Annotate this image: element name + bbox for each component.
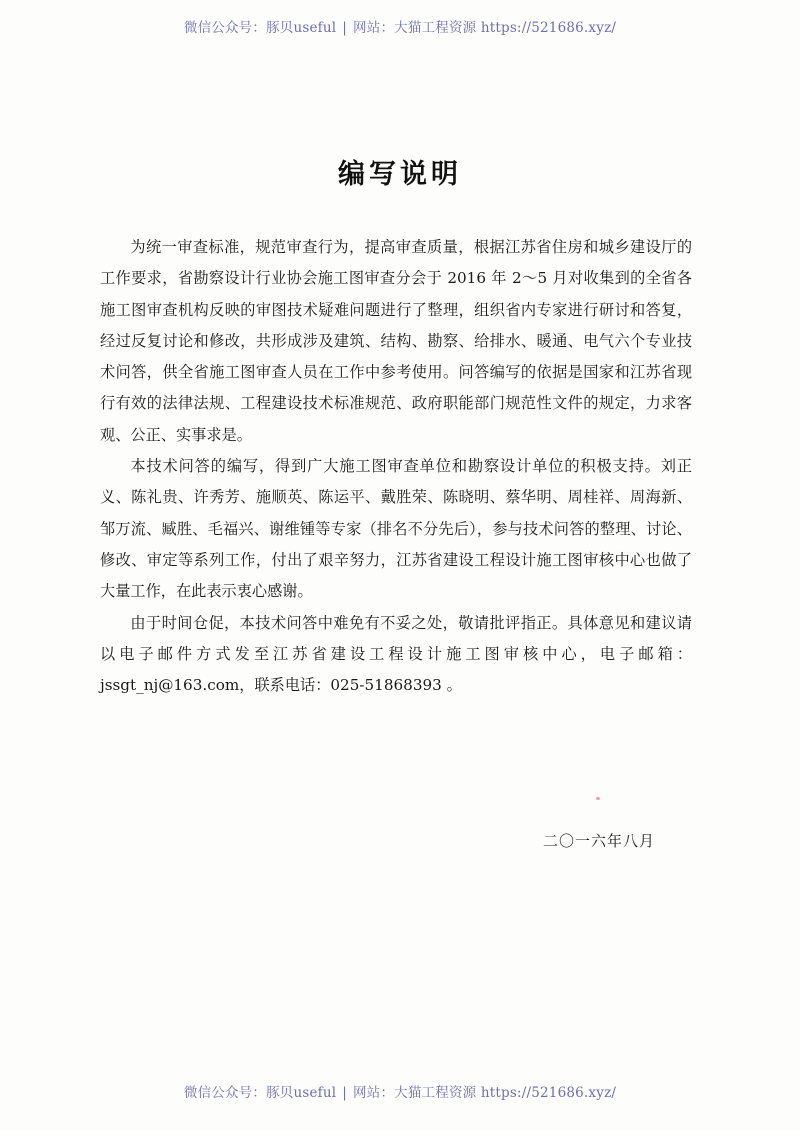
document-body <box>100 232 692 701</box>
paragraph-acknowledgements: 本技术问答的编写，得到广大施工图审查单位和勘察设计单位的积极支持。刘正义、陈礼贵、许秀芳、施顺英、陈运平、戴胜荣、陈晓明、蔡华明、周桂祥、周海新、邹万流、臧胜、毛福兴、谢维锺等专家（排名不分先后），参与技术问答的整理、讨论、修改、审定等系列工作，付出了艰辛努力，江苏省建设工程设计施工图审核中心也做了大量工作，在此表示衷心感谢。 <box>100 457 692 601</box>
document-date: 二〇一六年八月 <box>543 832 656 850</box>
watermark-header <box>0 16 800 36</box>
paragraph-purpose: 为统一审查标准，规范审查行为，提高审查质量，根据江苏省住房和城乡建设厅的工作要求，省勘察设计行业协会施工图审查分会于 2016 年 2～5 月对收集到的全省各施工图审查机构反映的审图技术疑难问题进行了整理，组织省内专家进行研讨和答复，经过反复讨论和修改，共形成涉及建筑、结构、勘察、给排水、暖通、电气六个专业技术问答，供全省施工图审查人员在工作中参考使用。问答编写的依据是国家和江苏省现行有效的法律法规、工程建设技术标准规范、政府职能部门规范性文件的规定，力求客观、公正、实事求是。 <box>100 238 692 444</box>
document-title: 编写说明 <box>338 159 462 190</box>
paragraph-feedback: 由于时间仓促，本技术问答中难免有不妥之处，敬请批评指正。具体意见和建议请以电子邮件方式发至江苏省建设工程设计施工图审核中心，电子邮箱：jssgt_nj@163.com，联系电话：025-51868393 。 <box>100 613 692 695</box>
watermark-separator: | <box>342 20 348 36</box>
watermark-website: 网站：大猫工程资源 https://521686.xyz/ <box>353 1085 617 1101</box>
watermark-separator: | <box>342 1085 348 1101</box>
scan-speck <box>596 797 600 800</box>
watermark-wechat: 微信公众号：豚贝useful <box>183 20 337 36</box>
watermark-website: 网站：大猫工程资源 https://521686.xyz/ <box>353 20 617 36</box>
watermark-footer <box>0 1081 800 1101</box>
watermark-wechat: 微信公众号：豚贝useful <box>183 1085 337 1101</box>
